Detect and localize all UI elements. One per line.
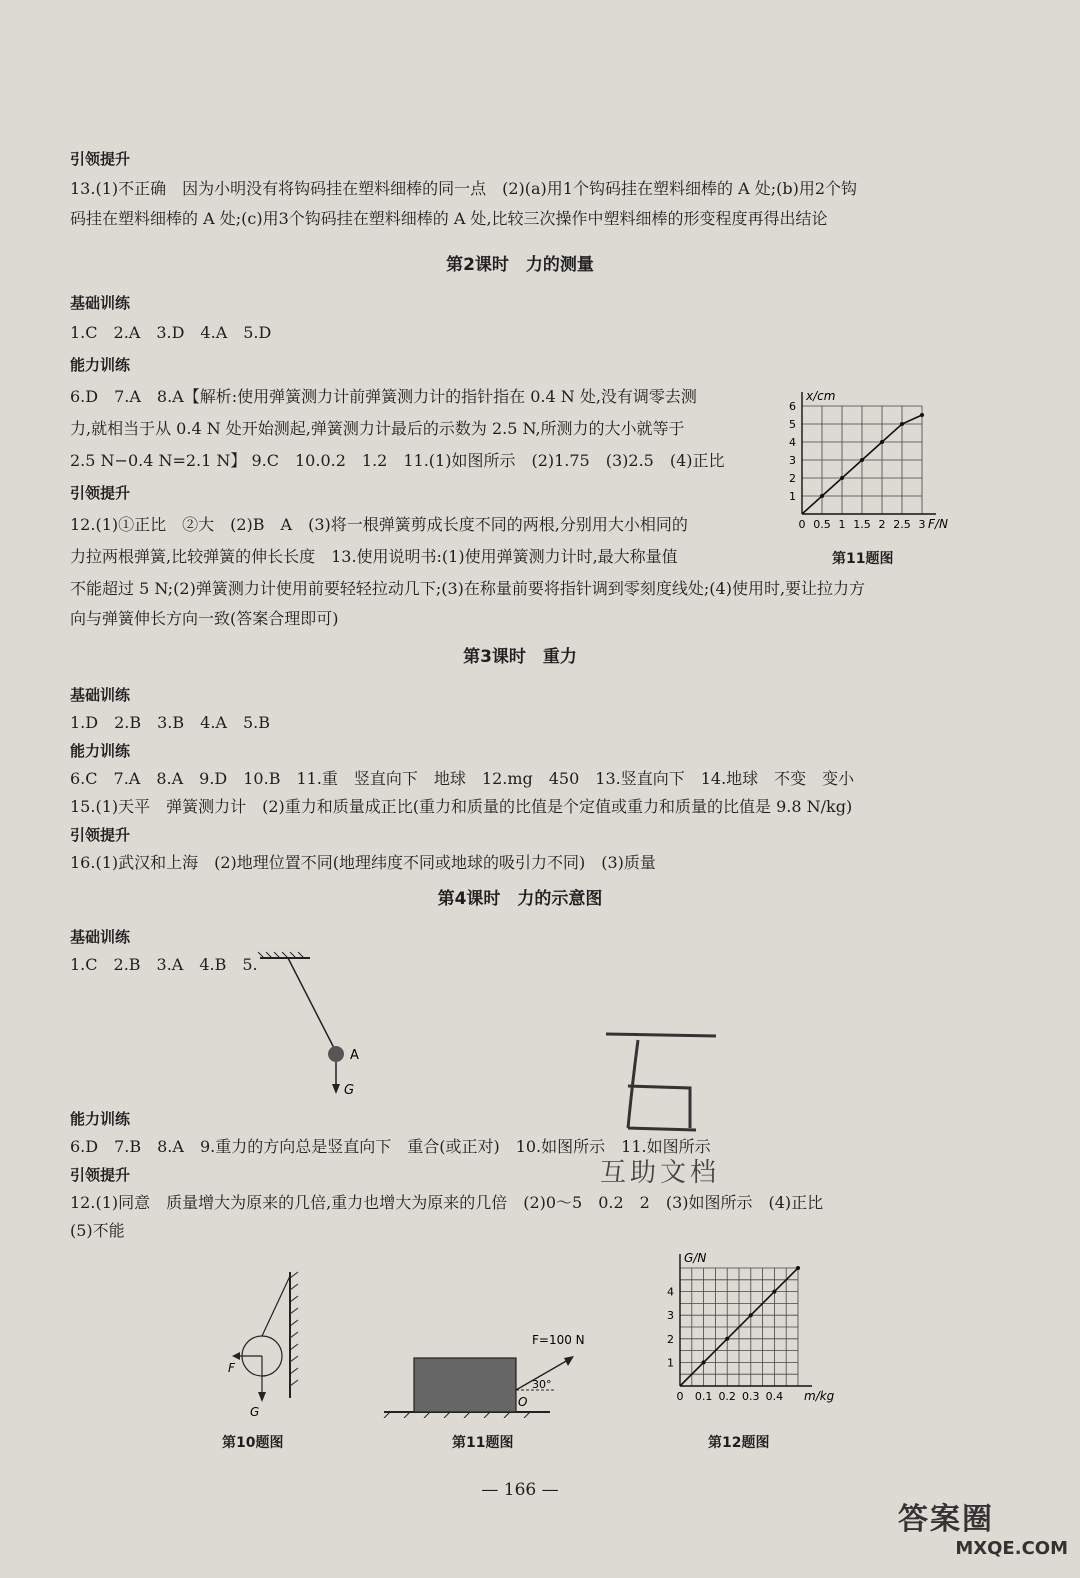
chart-spring-extension [780,382,960,542]
figure-caption: 第10题图 [222,1435,284,1451]
figure-10-ball-wall [220,1268,310,1428]
data-point [840,476,844,480]
section-heading: 引领提升 [70,150,131,168]
data-point [820,494,824,498]
x-tick-label: 1.5 [853,518,871,531]
x-axis-label: m/kg [804,1389,835,1403]
data-point [880,440,884,444]
svg-text:O: O [518,1395,528,1409]
svg-text:F=100 N: F=100 N [532,1333,585,1347]
answer-line: 不能超过 5 N;(2)弹簧测力计使用前要轻轻拉动几下;(3)在称量前要将指针调到零刻度线处;(4)使用时,要让拉力方 [70,579,866,598]
data-point [920,413,924,417]
figure-caption: 第11题图 [452,1435,514,1451]
section-heading: 能力训练 [70,1110,131,1128]
data-point [749,1313,753,1317]
answer-line: 力,就相当于从 0.4 N 处开始测起,弹簧测力计最后的示数为 2.5 N,所测力的大小就等于 [70,419,685,438]
x-tick-label: 0.5 [813,518,831,531]
section-heading: 能力训练 [70,356,131,374]
block [414,1358,516,1412]
x-tick-label: 2.5 [893,518,911,531]
y-axis-label: G/N [684,1251,707,1265]
figure-11-block-force [380,1318,600,1418]
answer-line: 12.(1)同意 质量增大为原来的几倍,重力也增大为原来的几倍 (2)0～5 0.2 2 (3)如图所示 (4)正比 [70,1193,824,1212]
svg-text:G: G [250,1405,260,1419]
answer-line: 1.C 2.A 3.D 4.A 5.D [70,323,272,342]
svg-text:30°: 30° [532,1378,552,1391]
answer-line: 15.(1)天平 弹簧测力计 (2)重力和质量成正比(重力和质量的比值是个定值或重力和质量的比值是 9.8 N/kg) [70,797,853,816]
x-tick-label: 0 [798,518,806,531]
section-heading: 基础训练 [70,294,131,312]
x-tick-label: 0.3 [742,1390,760,1403]
section-heading: 基础训练 [70,928,131,946]
data-point [725,1337,729,1341]
data-point [796,1266,800,1270]
answer-line: 16.(1)武汉和上海 (2)地理位置不同(地理纬度不同或地球的吸引力不同) (3)质量 [70,853,656,872]
data-point [772,1290,776,1294]
answer-line: 码挂在塑料细棒的 A 处;(c)用3个钩码挂在塑料细棒的 A 处,比较三次操作中塑料细棒的形变程度再得出结论 [70,209,828,228]
y-tick-label: 4 [667,1285,674,1299]
answer-line: 力拉两根弹簧,比较弹簧的伸长长度 13.使用说明书:(1)使用弹簧测力计时,最大称量值 [70,547,678,566]
page-number: — 166 — [481,1480,559,1500]
answer-line: 1.D 2.B 3.B 4.A 5.B [70,713,270,732]
section-heading: 引领提升 [70,826,131,844]
answer-line: 2.5 N−0.4 N=2.1 N】 9.C 10.0.2 1.2 11.(1)如图所示 (2)1.75 (3)2.5 (4)正比 [70,451,725,470]
chart-gravity-mass [660,1244,840,1416]
label-a: A [350,1048,359,1063]
svg-text:F: F [228,1361,235,1375]
y-tick-label: 1 [789,490,796,503]
answer-line: 6.D 7.B 8.A 9.重力的方向总是竖直向下 重合(或正对) 10.如图所示 11.如图所示 [70,1137,711,1156]
data-point [702,1360,706,1364]
y-tick-label: 3 [667,1309,674,1323]
answer-line: 向与弹簧伸长方向一致(答案合理即可) [70,609,339,628]
handwritten-mark [598,1026,728,1146]
answer-line: (5)不能 [70,1221,125,1240]
x-tick-label: 0 [676,1390,684,1403]
x-tick-label: 3 [918,518,926,531]
lesson-title: 第4课时 力的示意图 [437,889,603,909]
data-point [900,422,904,426]
section-heading: 引领提升 [70,1166,131,1184]
answer-line: 12.(1)①正比 ②大 (2)B A (3)将一根弹簧剪成长度不同的两根,分别用大小相同的 [70,515,688,534]
x-tick-label: 0.4 [765,1390,784,1403]
x-axis-label: F/N [928,517,948,531]
answer-line: 13.(1)不正确 因为小明没有将钩码挂在塑料细棒的同一点 (2)(a)用1个钩码挂在塑料细棒的 A 处;(b)用2个钩 [70,179,858,198]
y-tick-label: 5 [789,418,796,431]
watermark: 互助文档 [600,1158,721,1188]
x-tick-label: 0.2 [718,1390,736,1403]
section-heading: 基础训练 [70,686,131,704]
answer-line: 1.C 2.B 3.A 4.B 5. [70,955,258,974]
figure-caption: 第12题图 [708,1435,770,1451]
y-tick-label: 6 [789,400,796,413]
section-heading: 引领提升 [70,484,131,502]
pendulum-ball [328,1046,344,1062]
y-tick-label: 3 [789,454,796,467]
label-g: G [344,1083,355,1098]
data-point [860,458,864,462]
lesson-title: 第3课时 重力 [463,647,577,667]
y-tick-label: 2 [789,472,796,485]
y-tick-label: 1 [667,1356,674,1370]
y-axis-label: x/cm [806,389,836,403]
y-tick-label: 4 [789,436,796,449]
answer-line: 6.C 7.A 8.A 9.D 10.B 11.重 竖直向下 地球 12.mg 450 13.竖直向下 14.地球 不变 变小 [70,769,855,788]
x-tick-label: 1 [838,518,846,531]
x-tick-label: 2 [878,518,886,531]
pendulum-figure [250,950,390,1100]
site-logo: 答案圈 MXQE.COM [898,1502,1068,1559]
lesson-title: 第2课时 力的测量 [446,255,594,275]
x-tick-label: 0.1 [694,1390,713,1403]
answer-line: 6.D 7.A 8.A【解析:使用弹簧测力计前弹簧测力计的指针指在 0.4 N 处,没有调零去测 [70,387,697,406]
y-tick-label: 2 [667,1332,674,1346]
section-heading: 能力训练 [70,742,131,760]
figure-caption: 第11题图 [832,551,894,567]
